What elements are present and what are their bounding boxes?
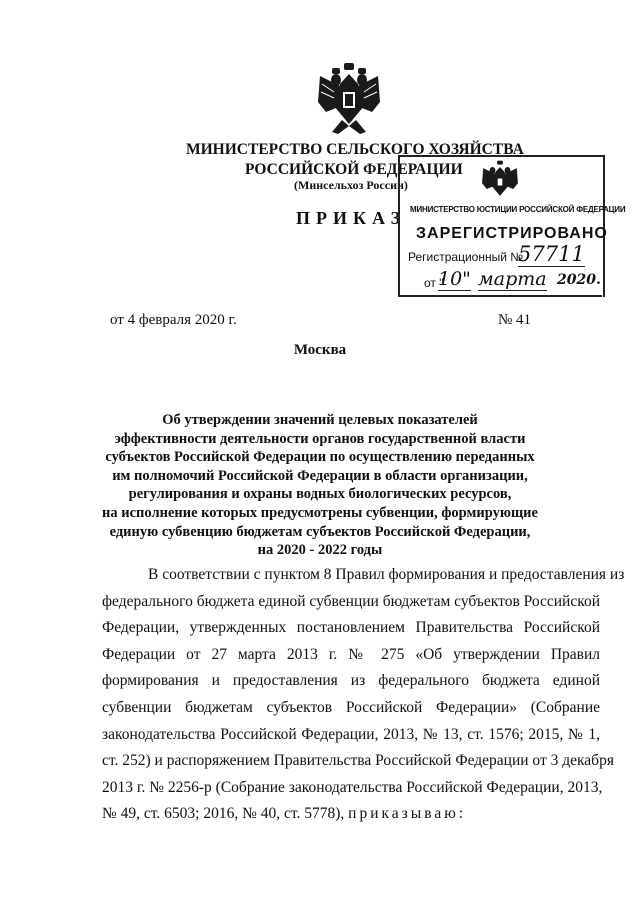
body-line: ст. 252) и распоряжением Правительства Российской Федерации от 3 декабря <box>102 752 614 770</box>
body-line-text: № 49, ст. 6503; 2016, № 40, ст. 5778), <box>102 805 345 823</box>
title-line: Об утверждении значений целевых показателей <box>162 412 478 428</box>
order-date: от 4 февраля 2020 г. <box>110 312 237 328</box>
stamp-status: ЗАРЕГИСТРИРОВАНО <box>416 225 608 242</box>
title-line: на 2020 - 2022 годы <box>257 542 383 559</box>
stamp-border-top <box>400 155 605 157</box>
body-line: субвенции бюджетам субъектов Российской Федерации» (Собрание <box>102 698 600 716</box>
ministry-name-line-2: РОССИЙСКОЙ ФЕДЕРАЦИИ <box>245 161 463 178</box>
stamp-date-month: марта <box>478 268 547 290</box>
body-line: Федерации от 27 марта 2013 г. № 275 «Об утверждении Правил <box>102 645 600 663</box>
body-line-last <box>102 801 600 828</box>
order-title <box>90 411 550 560</box>
title-line: регулирования и охраны водных биологических ресурсов, <box>128 486 512 503</box>
stamp-registration-number: 57711 <box>518 242 585 266</box>
body-line: 2013 г. № 2256-р (Собрание законодательства Российской Федерации, 2013, <box>102 778 603 796</box>
title-line: эффективности деятельности органов государственной власти <box>114 430 526 447</box>
title-line: субъектов Российской Федерации по осуществлению переданных <box>105 449 535 466</box>
stamp-date-day: 10" <box>438 268 471 290</box>
body-line: законодательства Российской Федерации, 2013, № 13, ст. 1576; 2015, № 1, <box>102 725 600 743</box>
body-line: Федерации, утвержденных постановлением Правительства Российской <box>102 619 600 637</box>
stamp-date-prefix: от " <box>424 276 444 290</box>
stamp-date-year: 2020. <box>557 272 601 288</box>
stamp-agency: МИНИСТЕРСТВО ЮСТИЦИИ РОССИЙСКОЙ ФЕДЕРАЦИИ <box>410 205 626 214</box>
body-closing: приказываю: <box>348 805 467 823</box>
stamp-registration-label: Регистрационный № <box>408 250 524 264</box>
title-line: на исполнение которых предусмотрены субвенции, формирующие <box>102 504 538 521</box>
body-line: В соответствии с пунктом 8 Правил формирования и предоставления из <box>148 566 625 583</box>
coat-of-arms-icon <box>318 62 380 138</box>
order-city: Москва <box>293 342 347 358</box>
title-line: им полномочий Российской Федерации в области организации, <box>112 467 528 484</box>
ministry-short-name: (Минсельхоз России) <box>294 178 408 192</box>
ministry-name-line-1: МИНИСТЕРСТВО СЕЛЬСКОГО ХОЗЯЙСТВА <box>186 141 524 158</box>
order-number: № 41 <box>498 312 532 328</box>
stamp-coat-of-arms-icon <box>480 160 520 204</box>
document-type: ПРИКАЗ <box>296 208 407 228</box>
title-line: единую субвенцию бюджетам субъектов Российской Федерации, <box>109 523 531 540</box>
body-line: формирования и предоставления из федерального бюджета единой <box>102 672 600 690</box>
order-body <box>102 562 625 828</box>
body-line: федерального бюджета единой субвенции бюджетам субъектов Российской <box>102 592 601 610</box>
